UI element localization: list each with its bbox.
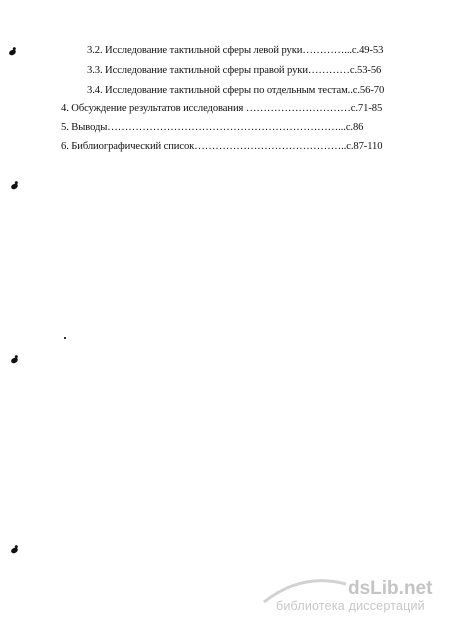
binding-hole-mark	[10, 357, 18, 364]
watermark-tagline: библиотека диссертаций	[276, 599, 425, 613]
toc-entry-4: 4. Обсуждение результатов исследования …………………………с.71-85	[61, 103, 383, 114]
toc-entry-6: 6. Библиографический список……………………………………..с.87-110	[61, 141, 383, 152]
toc-entry-3-2: 3.2. Исследование тактильной сферы левой руки…………...с.49-53	[87, 45, 384, 56]
binding-hole-mark	[8, 49, 16, 56]
binding-hole-mark	[10, 547, 18, 554]
toc-entry-3-3: 3.3. Исследование тактильной сферы правой руки…………с.53-56	[87, 65, 382, 76]
watermark	[262, 578, 442, 613]
toc-entry-3-4: 3.4. Исследование тактильной сферы по отдельным тестам..с.56-70	[87, 85, 385, 96]
binding-hole-mark	[10, 183, 18, 190]
scan-speck	[64, 337, 66, 339]
watermark-logo-text: dsLib.net	[348, 578, 433, 599]
toc-entry-5: 5. Выводы…………………………………………………………...с.86	[61, 122, 364, 133]
